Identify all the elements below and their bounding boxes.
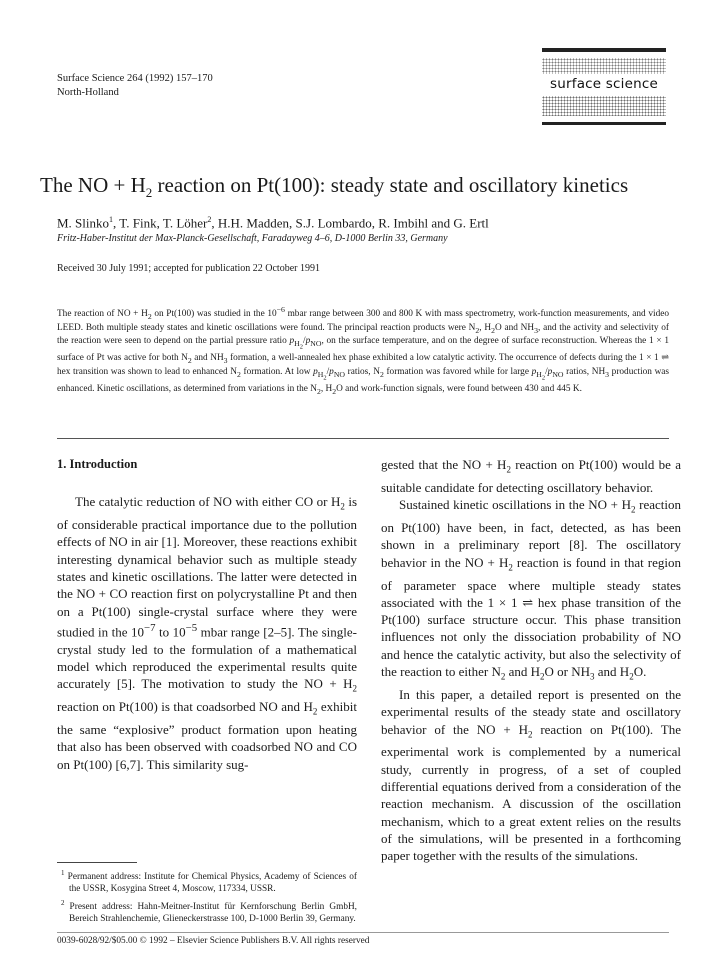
subscript: 2 (379, 369, 384, 379)
subscript: 2 (491, 325, 495, 335)
body-text: mbar range [2–5]. The single-crystal study led to the formulation of a mathematical model which reproduced the experimental results quite accurately [5]. The motivation to study the NO + H (57, 624, 357, 692)
footnote-divider (57, 862, 137, 863)
title-subscript: 2 (145, 185, 153, 201)
math-symbol: p (313, 366, 318, 377)
subscript: 2 (500, 671, 506, 682)
body-text: to 10 (155, 624, 186, 640)
subscript: 2 (187, 356, 192, 366)
author-footnote-mark: 2 (207, 215, 212, 224)
paragraph (57, 493, 357, 773)
logo-dot-pattern-top (542, 58, 666, 74)
subscript: 2 (506, 464, 511, 475)
journal-logo (540, 46, 668, 138)
subscript: 2 (352, 683, 357, 694)
body-text: reaction on Pt(100) would be a suitable candidate for detecting oscillatory behavior. (381, 457, 681, 495)
author: S.J. Lombardo (295, 215, 372, 231)
paragraph (381, 686, 681, 865)
subscript: 2 (147, 311, 152, 321)
math-symbol: p (305, 336, 311, 347)
subscript: NO (310, 339, 322, 349)
math-subscript (294, 339, 303, 351)
author: R. Imbihl (378, 215, 429, 231)
abstract-text: mbar range between 300 and 800 K with mass spectrometry, work-function measurements, and video LEED. Both multiple steady states and kinetic oscillations were found. The principal reaction products were N (57, 309, 669, 333)
abstract: The reaction of NO + $H_2$ on Pt(100) was studied in the $10^{-6}$ mbar range between 300 and 800 K with mass spectrometry, work-function measurements, and video LEED. Both multiple steady states and kinetic oscillations were found. The principal reaction products were $N_2$, $H_2O$ and $NH_3$, and the activity and selectivity of the reaction were seen to depend on the partial pressure ratio $p_{H_2}/p_{NO}$, on the surface temperature, and on the degree of surface reconstruction. Whereas the 1 × 1 surface of Pt was active for both $N_2$ and $NH_3$ formation, a well-annealed hex phase exhibited a low catalytic activity. The occurrence of defects during the 1 × 1 ⇌ hex transition was shown to lead to enhanced $N_2$ formation. At low $p_{H_2}/p_{NO}$ ratios, $N_2$ formation was favored while for large $p_{H_2}/p_{NO}$ ratios, $NH_3$ production was enhanced. Kinetic oscillations, as determined from variations in the $N_2$, $H_2O$ and work-function signals, were found between 430 and 445 K. (57, 305, 670, 396)
journal-info (57, 72, 213, 100)
superscript: −5 (185, 621, 198, 634)
subscript: H (294, 339, 300, 349)
affiliation: Fritz-Haber-Institut der Max-Planck-Gesellschaft, Faradayweg 4–6, D-1000 Berlin 33, Germany (57, 233, 448, 244)
imprint: 0039-6028/92/$05.00 © 1992 – Elsevier Science Publishers B.V. All rights reserved (57, 936, 370, 946)
math-subscript (317, 369, 327, 382)
imprint-divider (57, 932, 669, 933)
body-text: and H (505, 664, 541, 680)
math-symbol: p (329, 366, 334, 377)
body-text: Sustained kinetic oscillations in the NO + H (399, 497, 631, 513)
abstract-text: , and the activity and selectivity of the reaction were seen to depend on the partial pressure ratio (57, 322, 670, 347)
section-heading: 1. Introduction (57, 457, 138, 471)
footnotes (57, 868, 357, 929)
footnote-mark: 2 (61, 899, 65, 908)
author: T. Fink (119, 215, 157, 231)
abstract-text: O and NH (494, 322, 535, 333)
abstract-text: production was enhanced. Kinetic oscillations, as determined from variations in the N (57, 366, 670, 394)
math-symbol: p (289, 336, 295, 347)
footnote-mark: 1 (61, 869, 65, 877)
subscript: 2 (541, 374, 546, 382)
author-list: M. Slinko$^1$, T. Fink, T. Löher$^2$, H.H. Madden, S.J. Lombardo, R. Imbihl and G. Ertl (57, 215, 489, 231)
abstract-text: , H (479, 322, 492, 333)
subscript: 3 (590, 671, 595, 682)
body-text: reaction on Pt(100) have been, in fact, detected, as has been shown in a preliminary report [8]. The oscillatory behavior in the NO + H (381, 497, 681, 570)
body-text: reaction on Pt(100) is that coadsorbed NO and H (57, 699, 313, 715)
body-text: In this paper, a detailed report is presented on the experimental results of the steady state and oscillatory behavior of the NO + H (381, 686, 681, 737)
superscript: −7 (144, 621, 156, 634)
abstract-text: ratios, N (345, 366, 380, 377)
subscript: H (317, 369, 324, 379)
subscript: 2 (316, 386, 321, 396)
subscript: NO (333, 369, 346, 379)
abstract-text: The reaction of NO + H (57, 309, 148, 320)
body-text: The catalytic reduction of NO with either CO or H (75, 494, 341, 510)
title-part: The NO + H (40, 173, 146, 197)
body-text: exhibit the same “explosive” product formation upon heating that also has been observed with coadsorbed NO and CO on Pt(100) [6,7]. This similarity sug- (57, 699, 357, 772)
abstract-text: formation, a well-annealed hex phase exhibited a low catalytic activity. The occurrence of defects during the 1 × 1 ⇌ hex transition was shown to lead to enhanced N (57, 353, 670, 377)
subscript: 2 (312, 706, 318, 717)
math-symbol: p (547, 366, 553, 377)
math-subscript (536, 369, 546, 382)
body-text: reaction is found in that region of parameter space where multiple steady states associated with the 1 × 1 ⇌ hex phase transition of the Pt(100) surface structure occur. This phase transition influences not only the dissociation probability of NO and hence the catalytic activity, but also the selectivity of the reaction to either N (381, 554, 681, 680)
footnote-text: Present address: Hahn-Meitner-Institut für Kernforschung Berlin GmbH, Bereich Strahlenchemie, Glieneckerstrasse 100, D-1000 Berlin 39, Germany. (69, 902, 357, 924)
abstract-text: O and work-function signals, were found between 430 and 445 K. (336, 384, 582, 394)
subscript: 2 (299, 343, 303, 351)
author-footnote-mark: 1 (109, 215, 114, 224)
subscript: 3 (605, 369, 610, 379)
subscript: 2 (323, 374, 327, 382)
journal-citation: Surface Science 264 (1992) 157–170 (57, 73, 213, 84)
body-text: O or NH (544, 664, 591, 680)
journal-publisher: North-Holland (57, 87, 119, 98)
subscript: 2 (527, 729, 533, 740)
paragraph (381, 456, 681, 496)
body-text: gested that the NO + H (381, 457, 507, 472)
footnote (57, 868, 357, 895)
logo-dot-pattern-bottom (542, 96, 666, 116)
received-dates: Received 30 July 1991; accepted for publication 22 October 1991 (57, 263, 320, 274)
logo-bar-top (542, 48, 666, 52)
subscript: 2 (475, 325, 480, 335)
logo-text: surface science (550, 76, 658, 92)
body-text: reaction on Pt(100). The experimental work is complemented by a numerical study, currently in progress, of a set of coupled differential equations derived from a consideration of the reaction mechanism. A discussion of the oscillation mechanism, which to a great extent relies on the results of the simulations, will be presented in a forthcoming paper together with the results of the simulations. (381, 721, 681, 864)
abstract-text: and NH (191, 353, 224, 364)
left-column (57, 456, 357, 773)
abstract-text: , on the surface temperature, and on the degree of surface reconstruction. Whereas the 1 × 1 surface of Pt was active for both N (57, 336, 670, 364)
abstract-text: , H (320, 384, 333, 394)
abstract-text: ratios, NH (563, 366, 606, 377)
subscript: 2 (332, 386, 337, 396)
footnote-text: Permanent address: Institute for Chemical Physics, Academy of Sciences of the USSR, Kosygina Street 4, Moscow, 117334, USSR. (67, 872, 358, 894)
subscript: 2 (629, 671, 634, 682)
logo-bar-bottom (542, 122, 666, 125)
superscript: −6 (276, 305, 285, 314)
abstract-text: formation was favored while for large (383, 366, 532, 377)
math-symbol: p (531, 366, 537, 377)
body-text: O. (633, 664, 647, 680)
author: H.H. Madden (217, 215, 290, 231)
article-title (40, 172, 690, 206)
body-text: and H (594, 664, 630, 680)
abstract-text: formation. At low (240, 366, 314, 377)
subscript: 2 (340, 501, 345, 512)
subscript: H (536, 369, 542, 379)
title-part: reaction on Pt(100): steady state and oscillatory kinetics (152, 173, 629, 197)
section-divider (57, 438, 669, 439)
right-column (381, 456, 681, 865)
footnote (57, 898, 357, 925)
subscript: 3 (534, 325, 538, 335)
subscript: 2 (540, 671, 545, 682)
subscript: 2 (237, 369, 241, 379)
subscript: 2 (631, 504, 636, 515)
abstract-text: on Pt(100) was studied in the 10 (151, 309, 277, 320)
subscript: NO (552, 369, 564, 379)
author: T. Löher (162, 215, 208, 231)
body-text: is of considerable practical importance due to the pollution effects of NO in air [1]. Moreover, these reactions exhibit interesting dynamical behavior such as multiple steady states and kinetic oscillations. The latter were detected in the NO + CO reaction first on polycrystalline Pt and then on a Pt(100) single-crystal surface where they were studied in the 10 (57, 494, 358, 640)
author: M. Slinko (57, 215, 110, 231)
author: G. Ertl (453, 215, 489, 231)
paragraph (381, 496, 681, 686)
subscript: 2 (508, 562, 513, 573)
subscript: 3 (223, 356, 228, 366)
